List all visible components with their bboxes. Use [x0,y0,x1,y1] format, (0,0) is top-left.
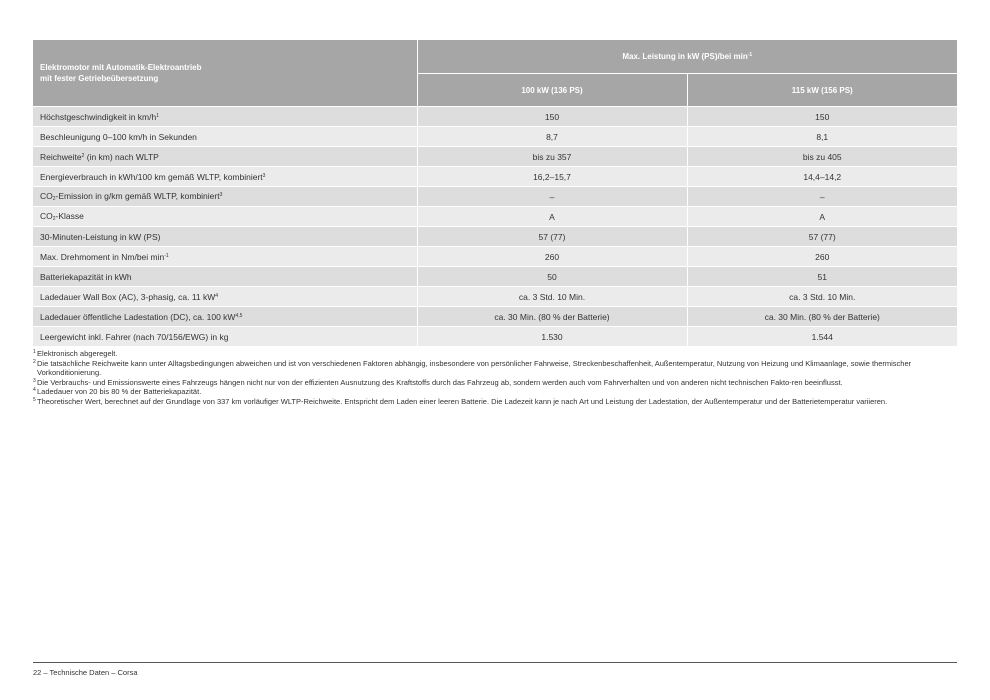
footer-divider [33,662,957,663]
table-row [33,167,957,187]
power-group-header [417,40,957,74]
footnote-text: Die tatsächliche Reichweite kann unter Alltagsbedingungen abweichen und ist von verschiedenen Faktoren abhängig, insbesondere von persönlicher Fahrweise, Streckenbeschaffenheit, Außentemperatur, Nutzung von Heizung und Klimaanlage, sowie thermischer Vorkonditionierung. [37,358,912,377]
table-row [33,207,957,227]
value-100kw: 50 [417,267,687,287]
value-100kw: 57 (77) [417,227,687,247]
row-label: Leergewicht inkl. Fahrer (nach 70/156/EWG) in kg [33,327,417,347]
table-corner-header [33,40,417,107]
table-row [33,147,957,167]
table-row [33,227,957,247]
corner-header-line2: mit fester Getriebeübersetzung [40,74,159,83]
row-label: Ladedauer öffentliche Ladestation (DC), ca. 100 kW$^{4,5}$ [33,307,417,327]
value-115kw: 150 [687,107,957,127]
footnote-text: Elektronisch abgeregelt. [37,349,118,358]
column-header-100kw: 100 kW (136 PS) [417,74,687,107]
value-100kw: 260 [417,247,687,267]
value-115kw: – [687,187,957,207]
footnote [33,387,951,397]
row-label: Energieverbrauch in kWh/100 km gemäß WLTP, kombiniert$^3$ [33,167,417,187]
footnote-marker: 5 [33,396,36,403]
table-row [33,187,957,207]
value-100kw: bis zu 357 [417,147,687,167]
footnote [33,359,951,378]
table-row [33,307,957,327]
technical-data-table [33,40,957,347]
power-group-header-text: Max. Leistung in kW (PS)/bei min [622,52,748,61]
value-115kw: A [687,207,957,227]
row-label: 30-Minuten-Leistung in kW (PS) [33,227,417,247]
footnote-marker: 2 [33,358,36,365]
value-100kw: 8,7 [417,127,687,147]
row-label: Batteriekapazität in kWh [33,267,417,287]
footnote-marker: 3 [33,377,36,384]
power-group-header-sup: -1 [747,52,753,58]
footnote [33,378,951,388]
value-100kw: 150 [417,107,687,127]
table-row [33,247,957,267]
value-115kw: 260 [687,247,957,267]
value-100kw: – [417,187,687,207]
value-115kw: bis zu 405 [687,147,957,167]
value-100kw: ca. 3 Std. 10 Min. [417,287,687,307]
footnote-marker: 4 [33,387,36,393]
row-label: Beschleunigung 0–100 km/h in Sekunden [33,127,417,147]
table-row [33,127,957,147]
value-115kw: 14,4–14,2 [687,167,957,187]
value-100kw: 16,2–15,7 [417,167,687,187]
page-footer: 22 – Technische Daten – Corsa [33,668,138,677]
value-100kw: ca. 30 Min. (80 % der Batterie) [417,307,687,327]
value-115kw: ca. 3 Std. 10 Min. [687,287,957,307]
footnote-marker: 1 [33,349,36,355]
value-115kw: 57 (77) [687,227,957,247]
value-115kw: 51 [687,267,957,287]
table-row [33,327,957,347]
table-row [33,267,957,287]
value-100kw: 1.530 [417,327,687,347]
corner-header-line1: Elektromotor mit Automatik-Elektroantrieb [40,63,202,72]
footnote-text: Die Verbrauchs- und Emissionswerte eines Fahrzeugs hängen nicht nur von der effizienten Ausnutzung des Kraftstoffs durch das Fahrzeug ab, sondern werden auch vom Fahrverhalten und von anderen nicht technischen Fakto-ren beeinflusst. [37,377,843,387]
column-header-115kw: 115 kW (156 PS) [687,74,957,107]
value-115kw: ca. 30 Min. (80 % der Batterie) [687,307,957,327]
value-115kw: 1.544 [687,327,957,347]
row-label: $CO_2$-Emission in g/km gemäß WLTP, kombiniert$^3$ [33,187,417,207]
footnote-text: Ladedauer von 20 bis 80 % der Batteriekapazität. [37,387,202,396]
row-label: Reichweite$^2$ (in km) nach WLTP [33,147,417,167]
row-label: Ladedauer Wall Box (AC), 3-phasig, ca. 11 $kW^4$ [33,287,417,307]
value-100kw: A [417,207,687,227]
table-row [33,107,957,127]
row-label: Max. Drehmoment in Nm/bei $\min^{-1}$ [33,247,417,267]
value-115kw: 8,1 [687,127,957,147]
footnotes [33,349,951,406]
footnote [33,349,951,359]
table-row [33,287,957,307]
row-label: $CO_2$-Klasse [33,207,417,227]
footnote [33,397,951,407]
row-label: Höchstgeschwindigkeit in $km/h^1$ [33,107,417,127]
footnote-text: Theoretischer Wert, berechnet auf der Grundlage von 337 km vorläufiger WLTP-Reichweite. Entspricht dem Laden einer leeren Batterie. Die Ladezeit kann je nach Art und Leistung der Ladestation, der Außentemperatur und der Batterietemperatur variieren. [37,396,888,406]
